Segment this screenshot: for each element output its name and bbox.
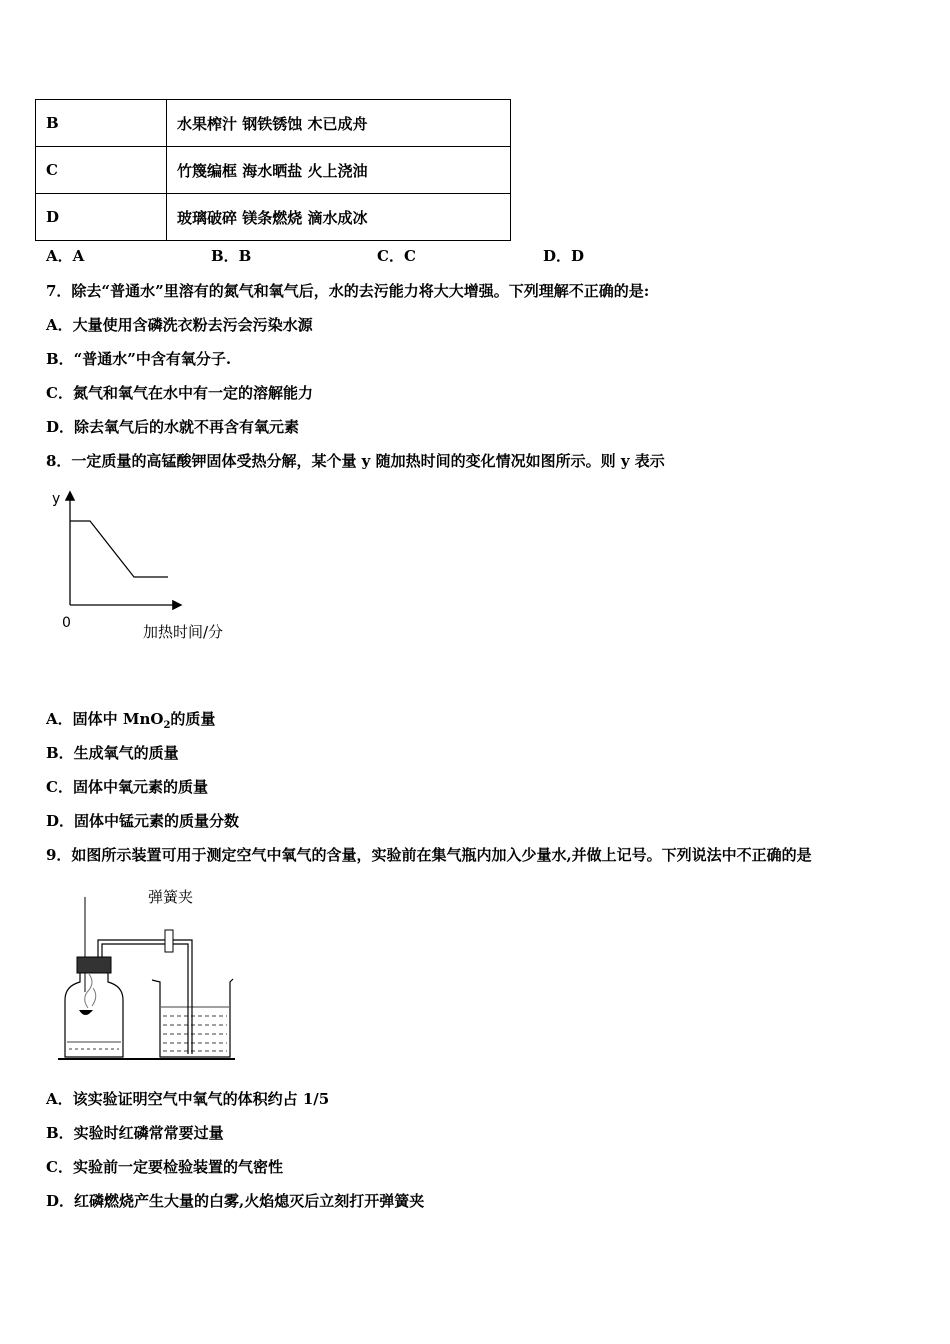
q7-option-c: C．氮气和氧气在水中有一定的溶解能力	[46, 384, 313, 402]
q9-option-a: A．该实验证明空气中氧气的体积约占 1/5	[46, 1090, 330, 1108]
glass-tube-inner	[102, 944, 188, 1054]
options-table	[35, 99, 511, 241]
origin-label: 0	[62, 615, 71, 631]
x-axis-label: 加热时间/分	[143, 623, 224, 641]
q9-apparatus-figure	[55, 882, 245, 1067]
q7-option-a: A．大量使用含磷洗衣粉去污会污染水源	[46, 316, 313, 334]
q8-stem: 8．一定质量的高锰酸钾固体受热分解，某个量 y 随加热时间的变化情况如图所示。则 y 表示	[46, 452, 665, 470]
bottle-stopper	[77, 957, 111, 973]
q7-option-d: D．除去氧气后的水就不再含有氧元素	[46, 418, 300, 436]
q8-line-chart	[40, 485, 250, 645]
smoke-2	[92, 988, 96, 1006]
table-cell-key: D	[36, 194, 167, 241]
q9-stem: 9．如图所示装置可用于测定空气中氧气的含量，实验前在集气瓶内加入少量水,并做上记号。下列说法中不正确的是	[46, 846, 812, 864]
gas-collecting-jar	[65, 973, 123, 1057]
table-cell-value: 水果榨汁 钢铁锈蚀 木已成舟	[167, 100, 511, 147]
q6-option-d: D．D	[543, 247, 585, 265]
q6-option-a: A．A	[46, 247, 85, 265]
q8-option-a	[46, 709, 215, 736]
table-cell-key: C	[36, 147, 167, 194]
combustion-spoon	[79, 1010, 93, 1015]
table-row	[36, 100, 511, 147]
q9-option-c: C．实验前一定要检验装置的气密性	[46, 1158, 283, 1176]
q8-option-c: C．固体中氧元素的质量	[46, 778, 208, 796]
series-line	[70, 521, 168, 577]
glass-tube	[98, 940, 192, 1054]
q8-option-a-suffix: 的质量	[170, 710, 216, 728]
spring-clip-label: 弹簧夹	[148, 888, 194, 906]
table-cell-value: 竹篾编框 海水晒盐 火上浇油	[167, 147, 511, 194]
table-row	[36, 147, 511, 194]
q6-option-b: B．B	[211, 247, 252, 265]
table-row	[36, 194, 511, 241]
y-axis-label: y	[52, 491, 61, 507]
q8-option-a-prefix: A．固体中 MnO	[46, 710, 164, 728]
q9-option-b: B．实验时红磷常常要过量	[46, 1124, 224, 1142]
q7-option-b: B．“普通水”中含有氧分子.	[46, 350, 232, 368]
q8-option-b: B．生成氧气的质量	[46, 744, 179, 762]
q8-option-a-subscript: 2	[163, 720, 171, 731]
q6-option-c: C．C	[377, 247, 416, 265]
q8-option-d: D．固体中锰元素的质量分数	[46, 812, 240, 830]
spring-clip	[165, 930, 173, 952]
q7-stem: 7．除去“普通水”里溶有的氮气和氧气后，水的去污能力将大大增强。下列理解不正确的是:	[46, 282, 650, 300]
q9-option-d: D．红磷燃烧产生大量的白雾,火焰熄灭后立刻打开弹簧夹	[46, 1192, 425, 1210]
smoke	[85, 974, 92, 1008]
table-cell-key: B	[36, 100, 167, 147]
table-cell-value: 玻璃破碎 镁条燃烧 滴水成冰	[167, 194, 511, 241]
